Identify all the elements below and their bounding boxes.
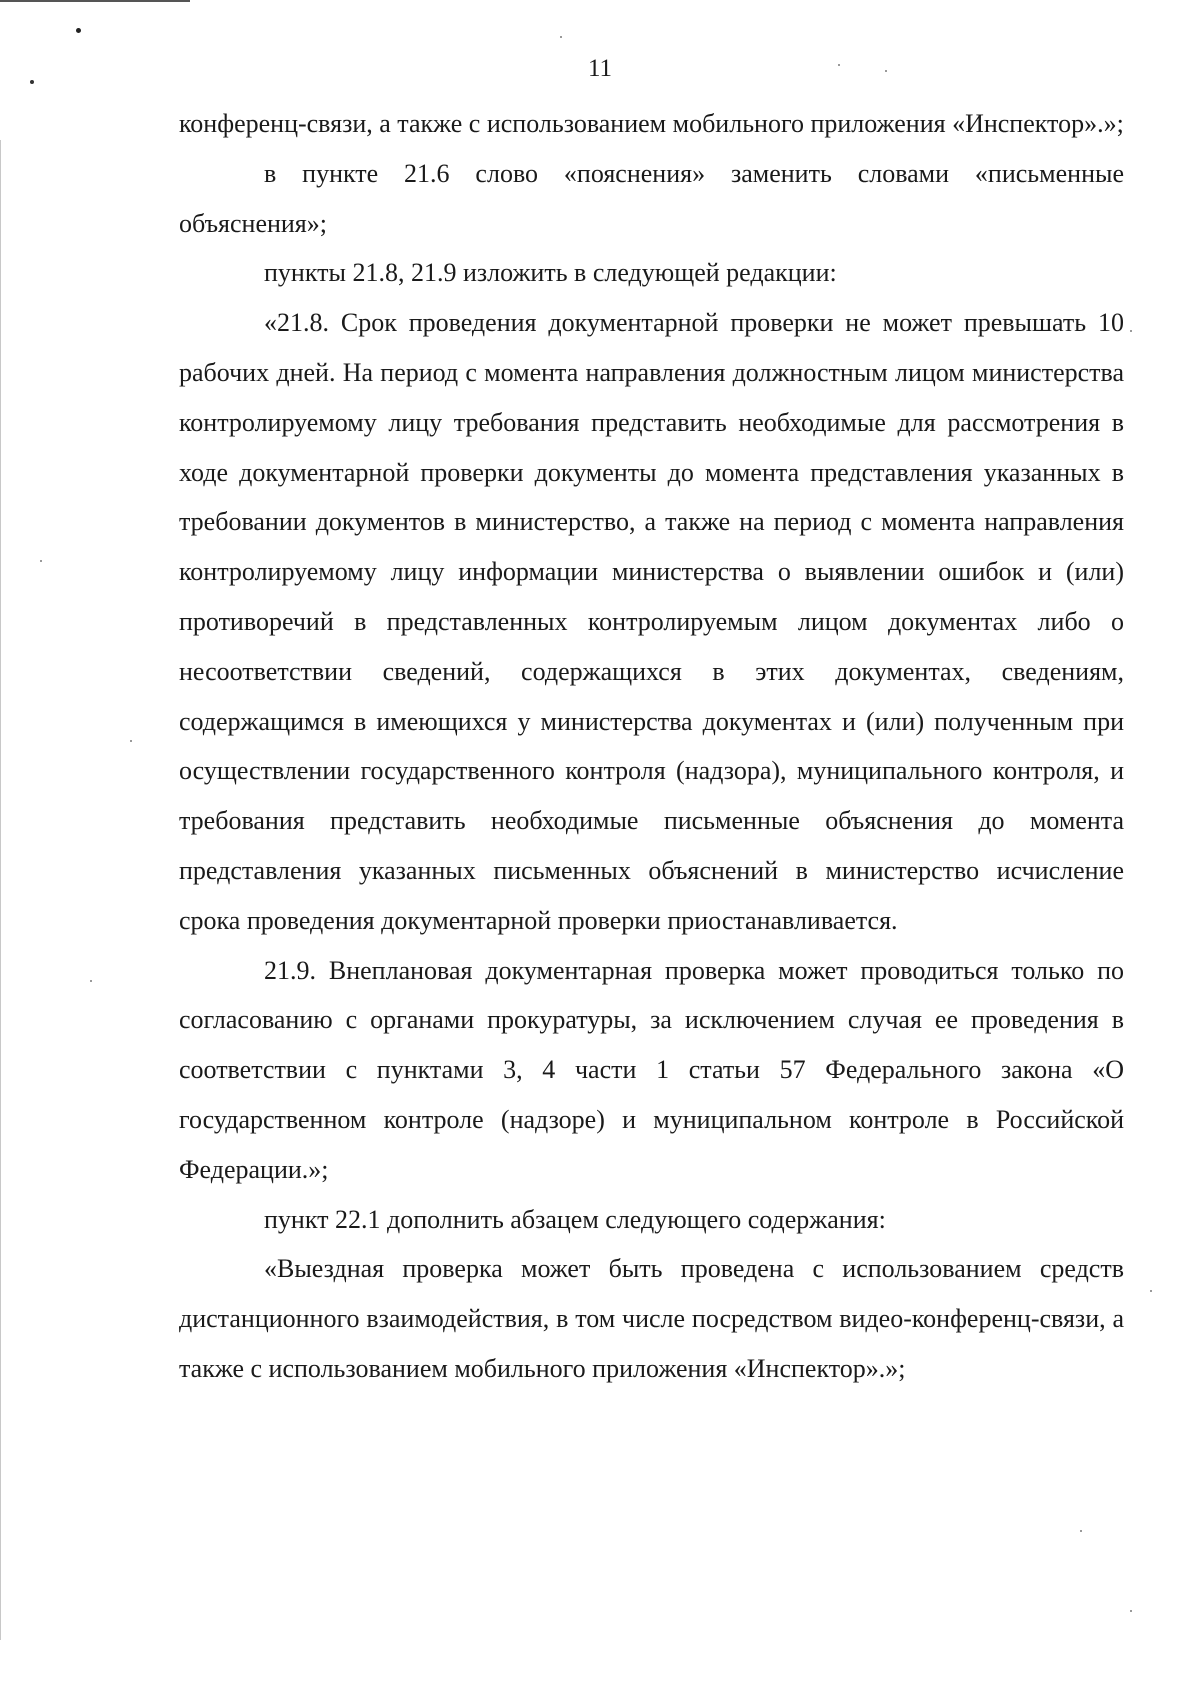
paragraph-continuation: конференц-связи, а также с использованием мобильного приложения «Инспектор».»; <box>179 109 1124 138</box>
scan-speck <box>560 36 562 38</box>
scan-top-edge-mark <box>0 0 190 2</box>
scan-speck <box>1080 1530 1082 1532</box>
paragraph-amend-22-1: пункт 22.1 дополнить абзацем следующего содержания: <box>264 1204 886 1234</box>
scan-left-edge-shadow <box>0 140 1 1640</box>
scan-speck <box>40 560 42 562</box>
scan-speck <box>90 980 92 982</box>
scan-speck <box>1130 1610 1132 1612</box>
scan-speck <box>130 740 132 742</box>
page-number: 11 <box>587 55 613 82</box>
paragraph-clause-21-8: «21.8. Срок проведения документарной проверки не может превышать 10 рабочих дней. На период с момента направления должностным лицом министерства контролируемому лицу требования представить необходимые для рассмотрения в ходе документарной проверки документы до момента представления указанных в требовании документов в министерство, а также на период с момента направления контролируемому лицу информации министерства о выявлении ошибок и (или) противоречий в представленных контролируемым лицом документах либо о несоответствии сведений, содержащихся в этих документах, сведениям, содержащимся в имеющихся у министерства документах и (или) полученным при осуществлении государственного контроля (надзора), муниципального контроля, и требования представить необходимые письменные объяснения до момента представления указанных письменных объяснений в министерство исчисление срока проведения документарной проверки приостанавливается. <box>179 308 1124 935</box>
scan-speck <box>76 28 81 33</box>
paragraph-amend-21-6: в пункте 21.6 слово «пояснения» заменить словами «письменные объяснения»; <box>179 158 1124 238</box>
paragraph-field-inspection: «Выездная проверка может быть проведена с использованием средств дистанционного взаимодействия, в том числе посредством видео-конференц-связи, а также с использованием мобильного приложения «Инспектор».»; <box>179 1254 1124 1383</box>
paragraph-clause-21-9: 21.9. Внеплановая документарная проверка может проводиться только по согласованию с органами прокуратуры, за исключением случая ее проведения в соответствии с пунктами 3, 4 части 1 статьи 57 Федерального закона «О государственном контроле (надзоре) и муниципальном контроле в Российской Федерации.»; <box>179 955 1124 1184</box>
document-body <box>179 99 1124 1394</box>
scan-speck <box>1130 330 1132 332</box>
scan-speck <box>1150 1290 1152 1292</box>
paragraph-amend-21-8-21-9: пункты 21.8, 21.9 изложить в следующей редакции: <box>264 258 837 288</box>
